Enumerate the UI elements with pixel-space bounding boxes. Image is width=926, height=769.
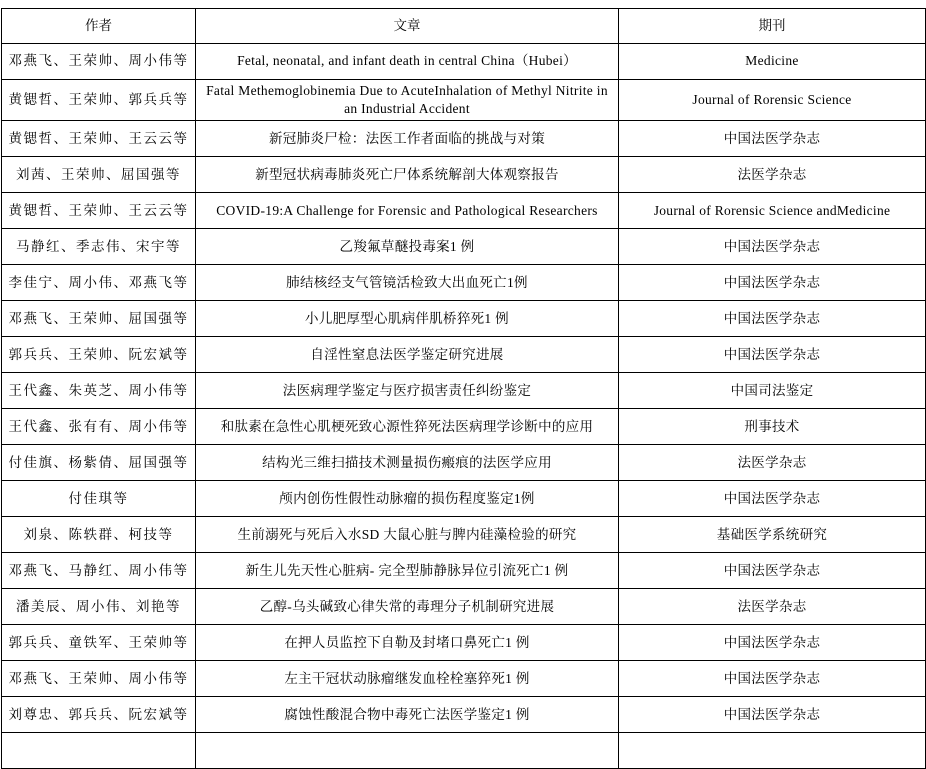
table-row	[2, 661, 926, 697]
article-cell: 新冠肺炎尸检：法医工作者面临的挑战与对策	[196, 121, 619, 157]
authors-cell	[2, 733, 196, 769]
article-cell: 小儿肥厚型心肌病伴肌桥猝死1 例	[196, 301, 619, 337]
journal-cell: 法医学杂志	[619, 157, 926, 193]
article-cell	[196, 733, 619, 769]
journal-cell: Medicine	[619, 44, 926, 80]
table-row	[2, 697, 926, 733]
article-cell: 生前溺死与死后入水SD 大鼠心脏与脾内硅藻检验的研究	[196, 517, 619, 553]
table-row	[2, 481, 926, 517]
table-row	[2, 517, 926, 553]
authors-cell: 郭兵兵、童铁军、王荣帅等	[2, 625, 196, 661]
article-cell: 颅内创伤性假性动脉瘤的损伤程度鉴定1例	[196, 481, 619, 517]
journal-cell: 中国司法鉴定	[619, 373, 926, 409]
journal-cell: 中国法医学杂志	[619, 229, 926, 265]
header-authors: 作者	[2, 9, 196, 44]
journal-cell: 中国法医学杂志	[619, 697, 926, 733]
journal-cell: 中国法医学杂志	[619, 625, 926, 661]
table-row	[2, 157, 926, 193]
authors-cell: 李佳宁、周小伟、邓燕飞等	[2, 265, 196, 301]
journal-cell: 中国法医学杂志	[619, 553, 926, 589]
article-cell: 和肽素在急性心肌梗死致心源性猝死法医病理学诊断中的应用	[196, 409, 619, 445]
article-cell: 在押人员监控下自勒及封堵口鼻死亡1 例	[196, 625, 619, 661]
article-cell: 新型冠状病毒肺炎死亡尸体系统解剖大体观察报告	[196, 157, 619, 193]
journal-cell: 基础医学系统研究	[619, 517, 926, 553]
journal-cell	[619, 733, 926, 769]
table-body	[2, 44, 926, 769]
article-cell: 结构光三维扫描技术测量损伤瘢痕的法医学应用	[196, 445, 619, 481]
authors-cell: 邓燕飞、王荣帅、屈国强等	[2, 301, 196, 337]
table-row-partial	[2, 733, 926, 769]
article-cell: 乙醇-乌头碱致心律失常的毒理分子机制研究进展	[196, 589, 619, 625]
article-cell: 新生儿先天性心脏病- 完全型肺静脉异位引流死亡1 例	[196, 553, 619, 589]
authors-cell: 付佳旗、杨紫倩、屈国强等	[2, 445, 196, 481]
authors-cell: 邓燕飞、马静红、周小伟等	[2, 553, 196, 589]
table-row	[2, 121, 926, 157]
article-cell: 自淫性窒息法医学鉴定研究进展	[196, 337, 619, 373]
article-cell: 腐蚀性酸混合物中毒死亡法医学鉴定1 例	[196, 697, 619, 733]
authors-cell: 郭兵兵、王荣帅、阮宏斌等	[2, 337, 196, 373]
publications-table	[1, 8, 926, 769]
authors-cell: 潘美辰、周小伟、刘艳等	[2, 589, 196, 625]
authors-cell: 刘泉、陈轶群、柯技等	[2, 517, 196, 553]
authors-cell: 邓燕飞、王荣帅、周小伟等	[2, 661, 196, 697]
journal-cell: Journal of Rorensic Science andMedicine	[619, 193, 926, 229]
authors-cell: 王代鑫、张有有、周小伟等	[2, 409, 196, 445]
table-row	[2, 44, 926, 80]
table-row	[2, 265, 926, 301]
authors-cell: 王代鑫、朱英芝、周小伟等	[2, 373, 196, 409]
table-row	[2, 373, 926, 409]
article-cell: Fatal Methemoglobinemia Due to AcuteInhalation of Methyl Nitrite in an Industrial Accident	[196, 80, 619, 121]
journal-cell: 刑事技术	[619, 409, 926, 445]
table-row	[2, 409, 926, 445]
journal-cell: 中国法医学杂志	[619, 121, 926, 157]
journal-cell: 中国法医学杂志	[619, 337, 926, 373]
article-cell: 乙羧氟草醚投毒案1 例	[196, 229, 619, 265]
table-row	[2, 229, 926, 265]
table-row	[2, 553, 926, 589]
journal-cell: 法医学杂志	[619, 589, 926, 625]
authors-cell: 邓燕飞、王荣帅、周小伟等	[2, 44, 196, 80]
table-row	[2, 301, 926, 337]
article-cell: COVID-19:A Challenge for Forensic and Pathological Researchers	[196, 193, 619, 229]
article-cell: 肺结核经支气管镜活检致大出血死亡1例	[196, 265, 619, 301]
journal-cell: Journal of Rorensic Science	[619, 80, 926, 121]
journal-cell: 法医学杂志	[619, 445, 926, 481]
table-row	[2, 193, 926, 229]
authors-cell: 黄锶哲、王荣帅、郭兵兵等	[2, 80, 196, 121]
journal-cell: 中国法医学杂志	[619, 661, 926, 697]
table-row	[2, 80, 926, 121]
table-row	[2, 589, 926, 625]
journal-cell: 中国法医学杂志	[619, 301, 926, 337]
table-row	[2, 625, 926, 661]
header-row	[2, 9, 926, 44]
authors-cell: 黄锶哲、王荣帅、王云云等	[2, 193, 196, 229]
header-article: 文章	[196, 9, 619, 44]
table-row	[2, 337, 926, 373]
authors-cell: 黄锶哲、王荣帅、王云云等	[2, 121, 196, 157]
header-journal: 期刊	[619, 9, 926, 44]
authors-cell: 刘尊忠、郭兵兵、阮宏斌等	[2, 697, 196, 733]
article-cell: 法医病理学鉴定与医疗损害责任纠纷鉴定	[196, 373, 619, 409]
authors-cell: 马静红、季志伟、宋宇等	[2, 229, 196, 265]
authors-cell: 付佳琪等	[2, 481, 196, 517]
journal-cell: 中国法医学杂志	[619, 265, 926, 301]
article-cell: Fetal, neonatal, and infant death in central China（Hubei）	[196, 44, 619, 80]
article-cell: 左主干冠状动脉瘤继发血栓栓塞猝死1 例	[196, 661, 619, 697]
table-row	[2, 445, 926, 481]
journal-cell: 中国法医学杂志	[619, 481, 926, 517]
authors-cell: 刘茜、王荣帅、屈国强等	[2, 157, 196, 193]
